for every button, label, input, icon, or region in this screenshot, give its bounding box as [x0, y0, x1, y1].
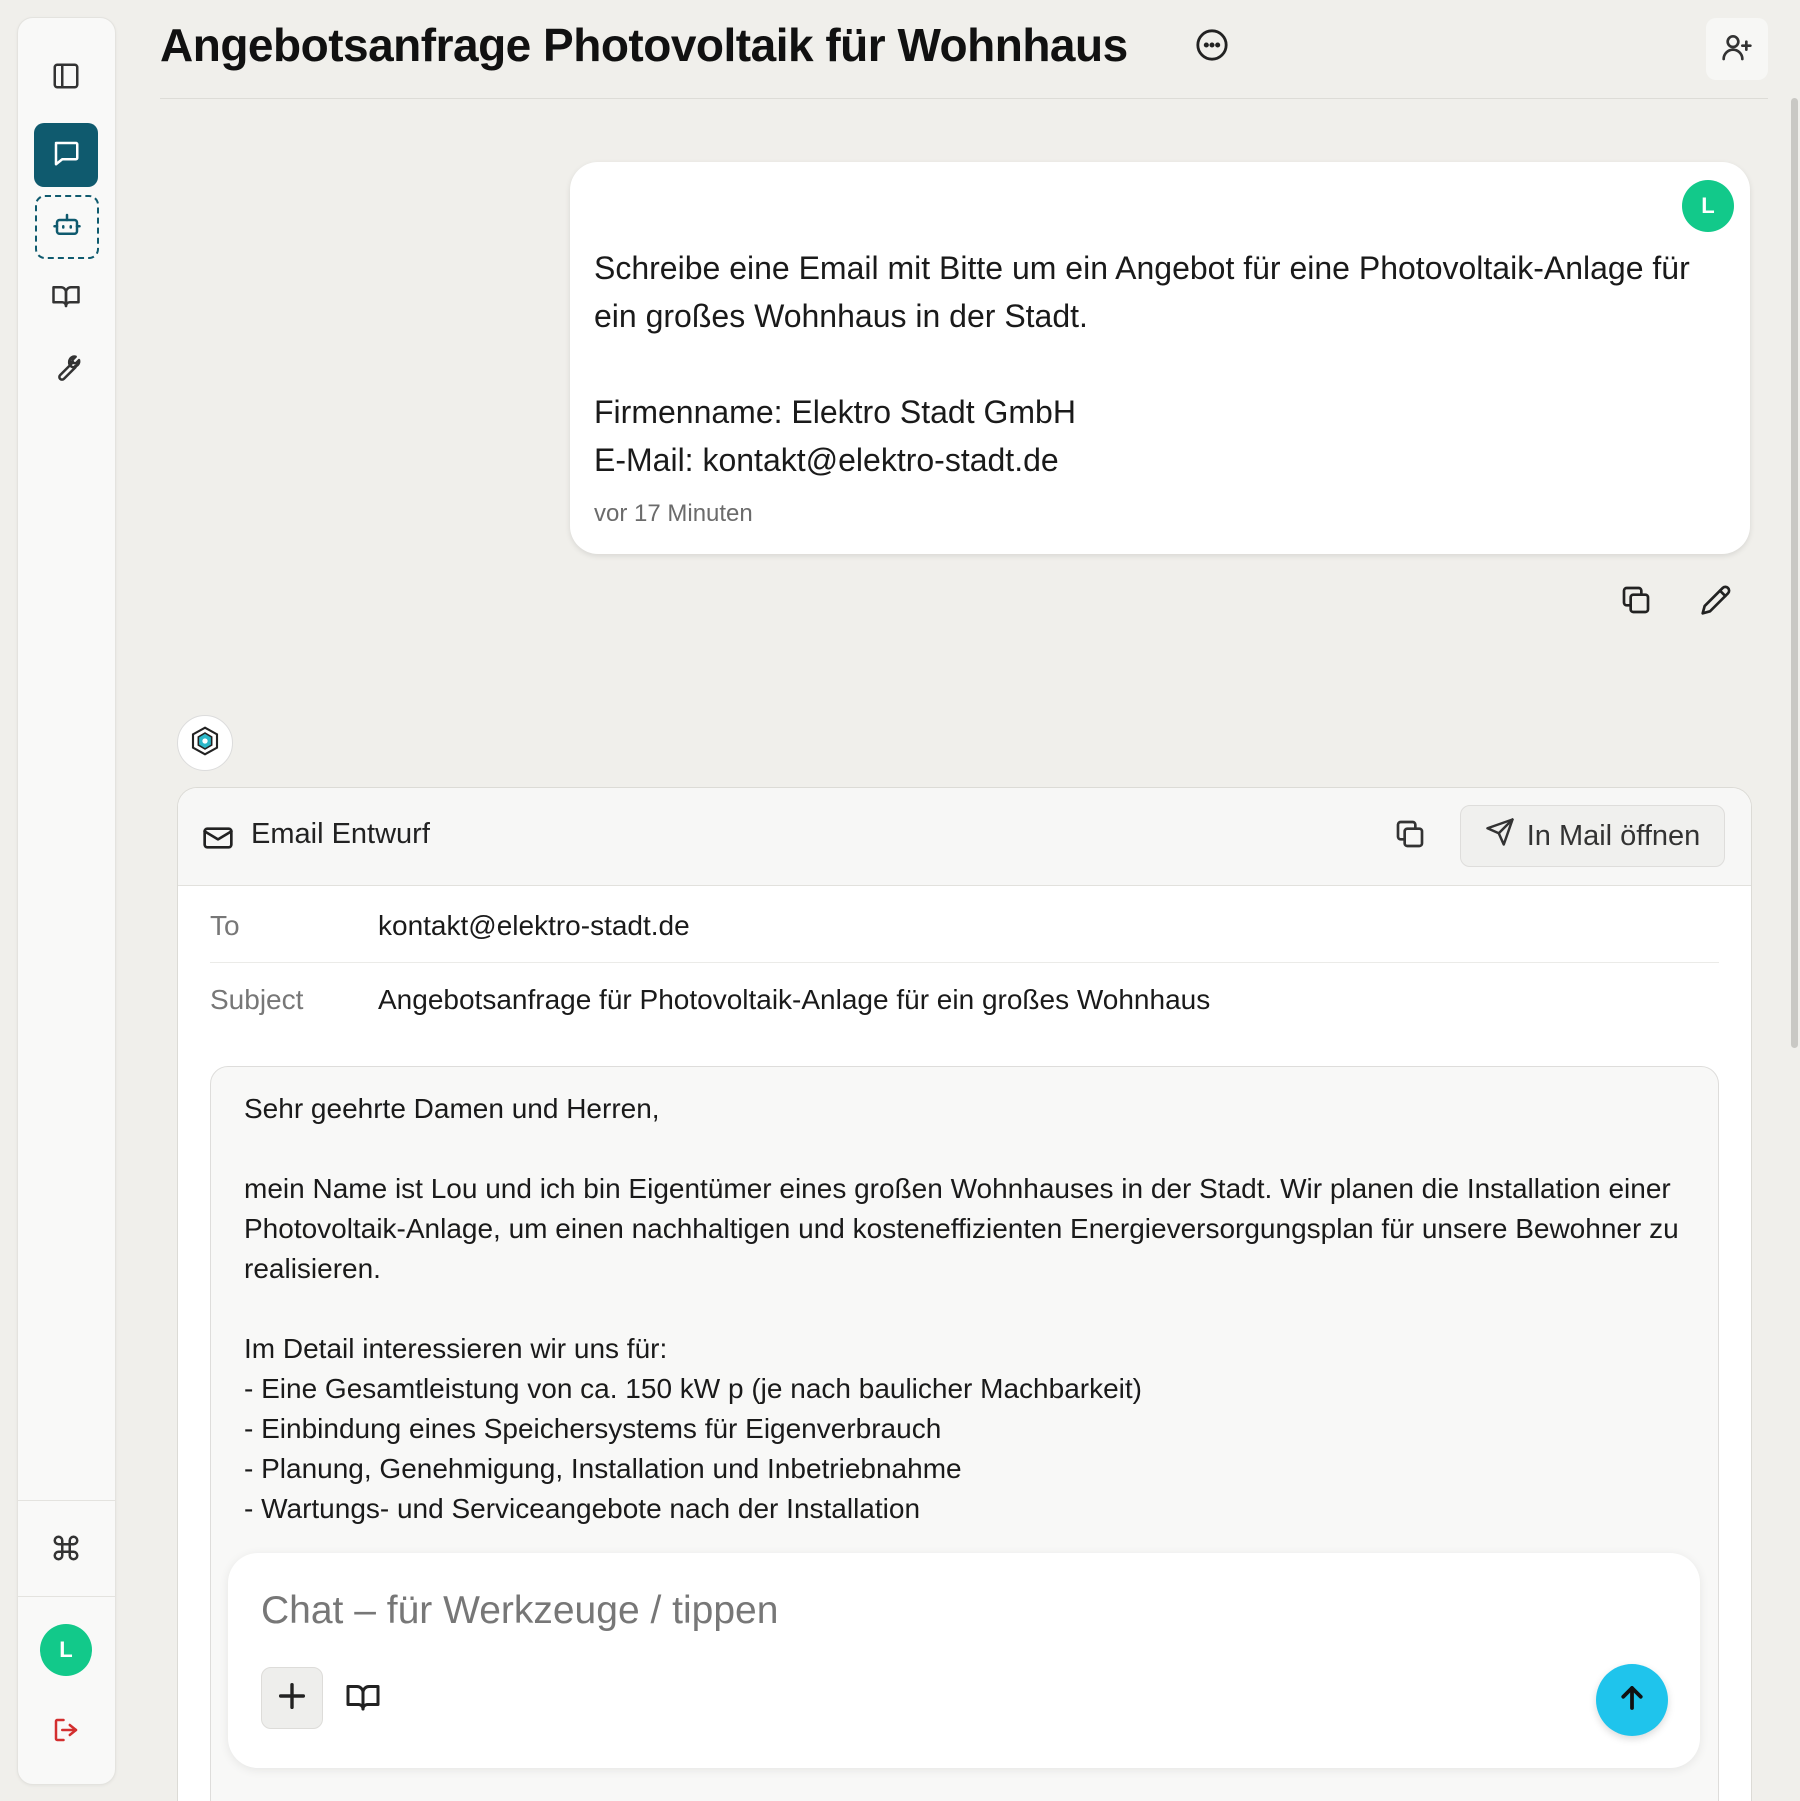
- edit-message-button[interactable]: [1694, 580, 1738, 624]
- sidebar-item-chat[interactable]: [34, 123, 98, 187]
- email-subject-row: [210, 964, 1719, 1036]
- logout-button[interactable]: [34, 1700, 98, 1764]
- send-icon: [1485, 817, 1515, 855]
- email-subject-label: Subject: [210, 984, 304, 1015]
- chat-input-box: [228, 1553, 1700, 1768]
- user-message-text: Schreibe eine Email mit Bitte um ein Angebot für eine Photovoltaik-Anlage für ein großes Wohnhaus in der Stadt. Firmenname: Elektro Stadt GmbH E-Mail: kontakt@elektro-stadt.de: [594, 250, 1690, 478]
- sidebar-toggle-button[interactable]: [34, 46, 98, 110]
- sidebar-item-tools[interactable]: [34, 338, 98, 402]
- command-palette-button[interactable]: [34, 1518, 98, 1582]
- email-draft-title: Email Entwurf: [251, 818, 430, 850]
- sidebar-item-library[interactable]: [34, 266, 98, 330]
- open-in-mail-label: In Mail öffnen: [1526, 819, 1701, 852]
- sidebar-divider: [18, 1596, 115, 1597]
- plus-icon: [275, 1679, 309, 1718]
- share-add-user-button[interactable]: [1706, 18, 1768, 80]
- arrow-up-icon: [1617, 1683, 1647, 1718]
- copy-message-button[interactable]: [1614, 580, 1658, 624]
- email-to-value: kontakt@elektro-stadt.de: [378, 910, 690, 941]
- sidebar: [17, 17, 116, 1785]
- sidebar-toggle-icon: [51, 61, 81, 96]
- copy-email-button[interactable]: [1390, 816, 1430, 856]
- page-title: Angebotsanfrage Photovoltaik für Wohnhaus: [160, 19, 1128, 71]
- chat-icon: [51, 138, 81, 173]
- user-avatar[interactable]: L: [40, 1624, 92, 1676]
- email-to-label: To: [210, 910, 240, 941]
- mail-icon: [202, 822, 234, 854]
- more-icon: [1195, 49, 1229, 66]
- scrollbar[interactable]: [1791, 98, 1798, 1048]
- sidebar-divider: [18, 1500, 115, 1501]
- user-message: [570, 162, 1750, 554]
- add-attachment-button[interactable]: [261, 1667, 323, 1729]
- email-subject-value: Angebotsanfrage für Photovoltaik-Anlage für ein großes Wohnhaus: [378, 984, 1211, 1015]
- conversation-options-button[interactable]: [1195, 28, 1235, 68]
- open-in-mail-button[interactable]: [1460, 805, 1725, 867]
- book-icon: [345, 1702, 381, 1719]
- assistant-logo-icon: [189, 725, 221, 762]
- bot-icon: [52, 210, 82, 245]
- copy-icon: [1620, 584, 1652, 621]
- add-user-icon: [1721, 31, 1753, 68]
- assistant-avatar: [177, 715, 233, 771]
- command-icon: [51, 1533, 81, 1568]
- chat-input[interactable]: Chat – für Werkzeuge / tippen: [261, 1589, 779, 1632]
- chat-header: [160, 0, 1768, 99]
- sidebar-item-assistants[interactable]: [35, 195, 99, 259]
- wrench-icon: [51, 353, 81, 388]
- user-message-avatar: L: [1682, 180, 1734, 232]
- library-button[interactable]: [345, 1679, 385, 1719]
- copy-icon: [1394, 818, 1426, 855]
- email-body-text: Sehr geehrte Damen und Herren, mein Name ist Lou und ich bin Eigentümer eines großen Wohnhauses in der Stadt. Wir planen die Installation einer Photovoltaik-Anlage, um einen nachhaltigen und kosteneffizienten Energieversorgungsplan für unsere Bewohner zu realisieren. Im Detail interessieren wir uns für: - Eine Gesamtleistung von ca. 150 kW p (je nach baulicher Machbarkeit) - Einbindung eines Speichersystems für Eigenverbrauch - Planung, Genehmigung, Installation und Inbetriebnahme - Wartungs- und Serviceangebote nach der Installation: [244, 1093, 1679, 1524]
- logout-icon: [51, 1715, 81, 1750]
- edit-icon: [1700, 584, 1732, 621]
- message-timestamp: vor 17 Minuten: [594, 500, 753, 527]
- book-icon: [51, 281, 81, 316]
- email-draft-header: [178, 788, 1751, 886]
- email-to-row: [210, 890, 1719, 963]
- send-button[interactable]: [1596, 1664, 1668, 1736]
